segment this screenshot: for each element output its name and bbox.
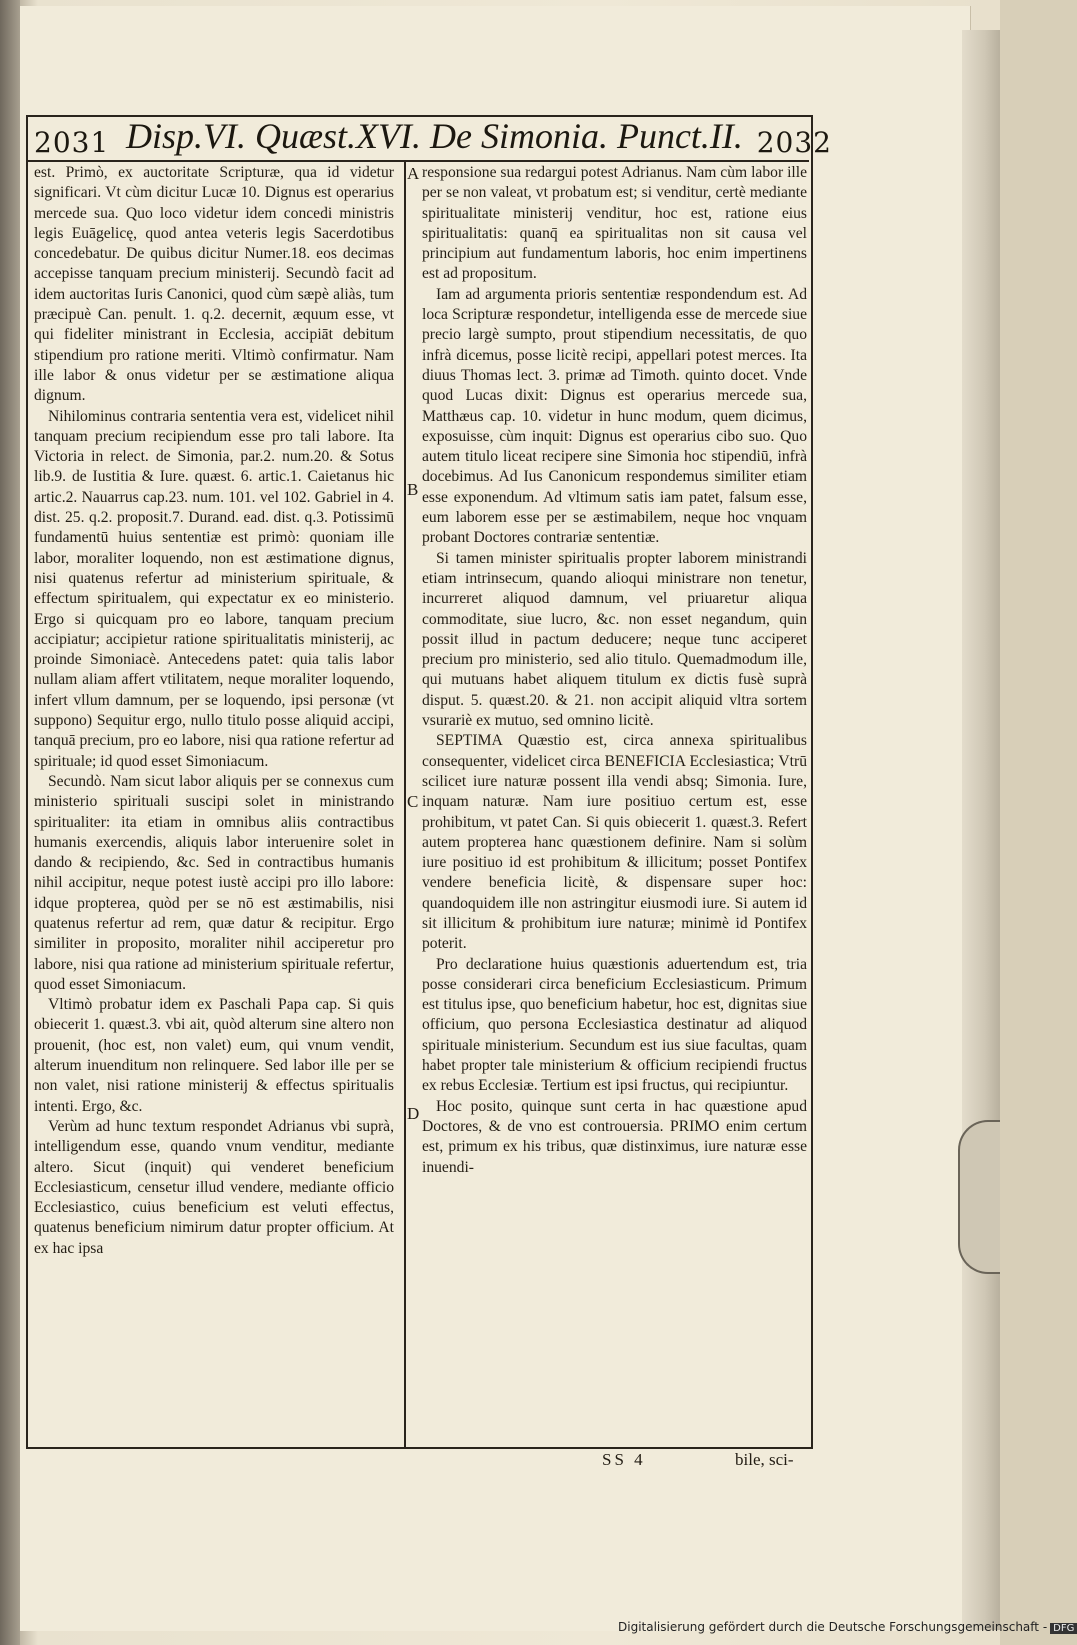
page-clip-icon [958, 1120, 1000, 1274]
margin-letter-a: A [407, 164, 420, 183]
catchword: bile, sci- [735, 1450, 794, 1469]
paragraph: Hoc posito, quinque sunt certa in hac quæstione apud Doctores, & de vno est controuersia. PRIMO enim certum est, primum ex his tribus, quæ distinximus, iure naturæ esse inuendi- [422, 1097, 807, 1176]
column-separator [404, 160, 406, 1447]
digitization-credit [618, 1620, 1075, 1634]
margin-letter-d: D [407, 1104, 420, 1123]
right-column [422, 163, 807, 1178]
paragraph: responsione sua redargui potest Adrianus. Nam cùm labor ille per se non valeat, vt probatum est; si venditur, certè mediante spiritualitate ministerij venditur, hoc est, ratione eius spiritualitatis: quanq̄ ea spiritualitas non sit causa vel principium aut fundamentum laboris, hoc enim impertinens est ad propositum. [422, 164, 807, 283]
running-title: Disp.VI. Quæst.XVI. De Simonia. Punct.II. [126, 116, 743, 156]
signature-mark: SS 4 [602, 1450, 646, 1469]
adjacent-page-edge [962, 30, 1000, 1630]
header-rule [26, 160, 809, 162]
paragraph: Verùm ad hunc textum respondet Adrianus vbi suprà, intelligendum esse, quando vnum venditur, mediante altero. Sicut (inquit) qui venderet beneficium Ecclesiasticum, censetur illud vendere, mediante officio Ecclesiastico, cuius beneficium est veluti effectus, quatenus beneficium nimirum datur propter officium. At ex hac ipsa [34, 1117, 394, 1257]
paragraph: Vltimò probatur idem ex Paschali Papa cap. Si quis obiecerit 1. quæst.3. vbi ait, quòd alterum sine altero non prouenit, (hoc est, non valet) eum, qui vnum vendit, alterum inuenditum non relinquere. Sed labor ille per se non valet, nisi ratione ministerij & effectus spiritualis intenti. Ergo, &c. [34, 996, 394, 1115]
paragraph: Si tamen minister spiritualis propter laborem ministrandi etiam intrinsecum, quando alioqui ministrare non tenetur, incurreret aliquod damnum, vel priuaretur aliqua commoditate, siue lucro, &c. non esset negandum, quin possit illud in pactum deducere; neque tunc acciperet precium pro ministerio, sed alio titulo. Quemadmodum ille, qui mutuans habet aliquem titulum ex dictis fusè suprà disput. 5. quæst.20. & 21. non accipit aliquid vltra sortem vsurariè ex mutuo, sed omnino licitè. [422, 549, 807, 730]
digitization-note: Digitalisierung gefördert durch die Deutsche Forschungsgemeinschaft - [618, 1620, 1048, 1634]
paragraph: Iam ad argumenta prioris sententiæ respondendum est. Ad loca Scripturæ respondetur, intelligenda esse de mercede siue precio largè sumpto, prout stipendium necessitatis, de quo infrà dicemus, posse licitè recipi, appellari potest merces. Ita diuus Thomas lect. 3. primæ ad Timoth. quinto docet. Vnde quod Lucas dixit: Dignus est operarius mercede sua, Matthæus cap. 10. videtur in hunc modum, quem dicimus, exposuisse, cùm inquit: Dignus est operarius cibo suo. Quo autem titulo liceat recipere sine Simonia hoc stipendiū, infrà docebimus. Ad Ius Canonicum respondemus similiter etiam esse exponendum. Ad vltimum satis iam patet, falsum esse, eum laborem esse per se æstimabilem, neque hoc vnquam probant Doctores contrariæ sententiæ. [422, 285, 807, 547]
page-number-right: 2032 [756, 126, 832, 159]
paragraph: Nihilominus contraria sententia vera est, videlicet nihil tanquam precium recipiendum esse pro tali labore. Ita Victoria in relect. de Simonia, par.2. num.20. & Sotus lib.9. de Iustitia & Iure. quæst. 6. artic.1. Caietanus hic artic.2. Nauarrus cap.23. num. 101. vel 102. Gabriel in 4. dist. 25. q.2. proposit.7. Durand. ead. dist. q.3. Potissimū fundamentū huius sententiæ est primò: quoniam ille labor, moraliter loquendo, non est æstimatione dignus, nisi quatenus refertur ad ministerium spirituale, & effectum spiritualem, qui expectatur ex eo ministerio. Ergo si quicquam pro eo labore, tanquam precium accipiatur; accipietur ratione spiritualitatis ministerij, ac proinde Simoniacè. Antecedens patet: quia talis labor nullam aliam affert vtilitatem, neque moraliter loquendo, infert vllum damnum, per se loquendo, ipsi personæ (vt suppono) Sequitur ergo, nullo titulo posse aliquid accipi, tanquā precium, pro eo labore, nisi qua ratione refertur ad spirituale; id quod esset Simoniacum. [34, 407, 394, 770]
paragraph: SEPTIMA Quæstio est, circa annexa spiritualibus consequenter, videlicet circa BENEFICIA Ecclesiastica; Vtrū scilicet iure naturæ possent illa vendi absq; Simonia. Iure, inquam naturæ. Nam iure positiuo certum est, esse prohibitum, vt patet Can. Si quis obiecerit 1. quæst.3. Refert autem propterea hanc quæstionem definire. Nam si solùm iure positiuo id est prohibitum & illicitum; posset Pontifex vendere beneficia licitè, & dispensare super hoc: quandoquidem ille non astringitur eiusmodi iure. Si autem id sit illicitum & prohibitum iure naturæ; minimè id Pontifex poterit. [422, 732, 807, 953]
left-column [34, 163, 394, 1259]
page-number-left: 2031 [34, 126, 110, 159]
dfg-logo: DFG [1050, 1623, 1077, 1634]
paragraph: Pro declaratione huius quæstionis aduertendum est, tria posse considerari circa beneficium Ecclesiasticum. Primum est titulus ipse, quo beneficium habetur, hoc est, dignitas siue officium, quo persona Ecclesiastica destinatur ad aliquod spirituale ministerium. Secundum est ius siue facultas, quam habet propter tale ministerium & officium recipiendi fructus ex rebus Ecclesiæ. Tertium est ipsi fructus, qui recipiuntur. [422, 955, 807, 1095]
margin-letter-c: C [407, 792, 419, 811]
paragraph: Secundò. Nam sicut labor aliquis per se connexus cum ministerio spirituali suscipi solet in ministrando spiritualiter: ita etiam in omnibus aliis contractibus humanis exercendis, aliquis labor interuenire solet in dando & recipiendo, &c. Sed in contractibus humanis nihil accipitur, neque potest iustè accipi pro illo labore: idque propterea, quòd per se nō est æstimabilis, nisi quatenus refertur ad rem, quæ datur & recipitur. Ergo similiter in proposito, moraliter nihil acciperetur pro labore, nisi qua ratione ad ministerium spirituale refertur, quod esset Simoniacum. [34, 772, 394, 993]
margin-letter-b: B [407, 480, 419, 499]
binding-shadow [0, 0, 20, 1645]
paragraph: est. Primò, ex auctoritate Scripturæ, qua id videtur significari. Vt cùm dicitur Lucæ 10. Dignus est operarius mercede sua. Quo loco videtur idem concedi ministris legis Euāgelicę, quod antea veteris legis Sacerdotibus concedebatur. De quibus dicitur Numer.18. eos decimas accepisse tanquam precium ministerij. Secundò facit ad idem auctoritas Iuris Canonici, quod cùm sæpè aliàs, tum præcipuè Can. penult. 1. q.2. decernit, æquum esse, vt qui fideliter ministrant in Ecclesia, accipiāt debitum stipendium pro ratione meriti. Vltimò confirmatur. Nam ille labor & onus videtur per se æstimatione aliqua dignum. [34, 164, 394, 405]
